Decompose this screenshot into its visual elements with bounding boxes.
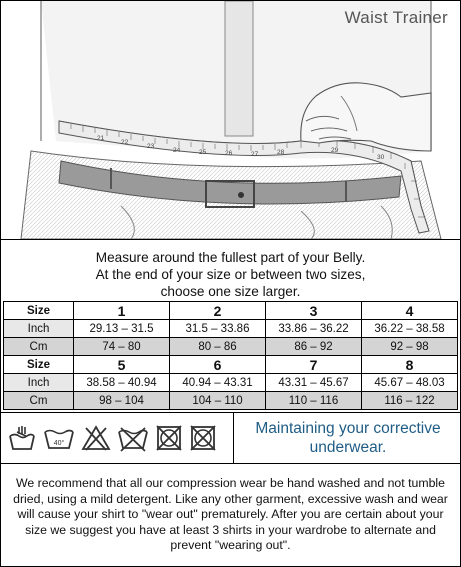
- tape-number: 29: [331, 147, 339, 154]
- size-number: 1: [74, 302, 170, 320]
- cm-label: Cm: [4, 392, 74, 410]
- cm-range: 104 – 110: [170, 392, 266, 410]
- care-heading-line: Maintaining your corrective: [255, 420, 441, 437]
- care-section: [1, 412, 460, 464]
- hand-wash-icon: [7, 424, 37, 452]
- tape-number: 22: [121, 139, 129, 146]
- cm-range: 86 – 92: [266, 338, 362, 356]
- inch-label: Inch: [4, 374, 74, 392]
- cm-range: 92 – 98: [362, 338, 458, 356]
- size-chart-table: [3, 301, 458, 410]
- cm-label: Cm: [4, 338, 74, 356]
- inch-range: 33.86 – 36.22: [266, 320, 362, 338]
- waist-measure-drawing: [1, 1, 460, 239]
- cm-range: 80 – 86: [170, 338, 266, 356]
- inch-range: 45.67 – 48.03: [362, 374, 458, 392]
- inch-range: 43.31 – 45.67: [266, 374, 362, 392]
- cm-range: 116 – 122: [362, 392, 458, 410]
- size-label: Size: [4, 356, 74, 374]
- tape-number: 25: [199, 149, 207, 156]
- instruction-line: Measure around the fullest part of your Belly.: [95, 250, 366, 265]
- wash-40-icon: [43, 424, 75, 452]
- tape-number: 26: [225, 150, 233, 157]
- tape-number: 30: [377, 154, 385, 161]
- measuring-instructions: [1, 240, 460, 298]
- size-number: 7: [266, 356, 362, 374]
- care-heading: [237, 419, 459, 457]
- size-header-row: [4, 356, 458, 374]
- inch-range: 29.13 – 31.5: [74, 320, 170, 338]
- instruction-line: choose one size larger.: [160, 284, 301, 299]
- inch-label: Inch: [4, 320, 74, 338]
- do-not-bleach-icon: [81, 424, 111, 452]
- inch-range: 31.5 – 33.86: [170, 320, 266, 338]
- measuring-illustration: [1, 1, 460, 240]
- size-header-row: [4, 302, 458, 320]
- size-number: 4: [362, 302, 458, 320]
- inch-row: [4, 320, 458, 338]
- care-recommendation: We recommend that all our compression wear be hand washed and not tumble dried, using a mild detergent. Like any other garment, excessive wash and wear will cause your shirt to "wear out" prematurely. After you are certain about your size we suggest you have at least 3 shirts in your wardrobe to alternate and prevent "wearing out".: [13, 476, 448, 552]
- tape-number: 27: [251, 151, 259, 158]
- cm-range: 98 – 104: [74, 392, 170, 410]
- do-not-tumble-dry-icon: [155, 424, 183, 452]
- inch-range: 38.58 – 40.94: [74, 374, 170, 392]
- care-icons: [7, 422, 219, 454]
- cm-range: 110 – 116: [266, 392, 362, 410]
- tape-number: 24: [173, 147, 181, 154]
- do-not-dry-clean-icon: [189, 424, 217, 452]
- do-not-wash-icon: [117, 424, 149, 452]
- tape-number: 28: [277, 149, 285, 156]
- care-divider: [233, 413, 234, 463]
- cm-row: [4, 338, 458, 356]
- size-number: 8: [362, 356, 458, 374]
- size-number: 6: [170, 356, 266, 374]
- inch-row: [4, 374, 458, 392]
- wash-temperature: 40°: [53, 440, 65, 447]
- size-label: Size: [4, 302, 74, 320]
- cm-row: [4, 392, 458, 410]
- tape-number: 23: [147, 143, 155, 150]
- inch-range: 40.94 – 43.31: [170, 374, 266, 392]
- instruction-line: At the end of your size or between two sizes,: [95, 267, 366, 282]
- size-number: 3: [266, 302, 362, 320]
- inch-range: 36.22 – 38.58: [362, 320, 458, 338]
- size-number: 5: [74, 356, 170, 374]
- care-heading-line: underwear.: [309, 439, 387, 456]
- page-title: Waist Trainer: [344, 8, 448, 27]
- cm-range: 74 – 80: [74, 338, 170, 356]
- size-number: 2: [170, 302, 266, 320]
- tape-number: 21: [97, 135, 105, 142]
